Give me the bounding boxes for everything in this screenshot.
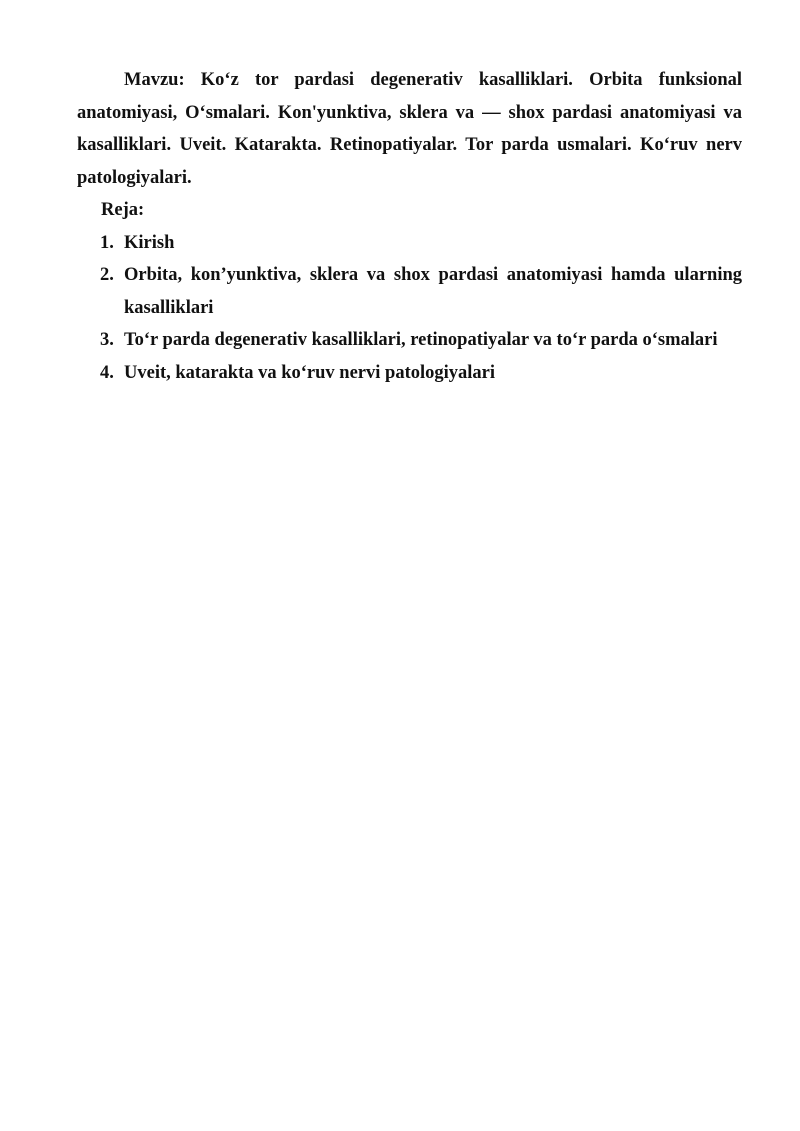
plan-item <box>77 324 742 357</box>
topic-paragraph: Mavzu: Ko‘z tor pardasi degenerativ kasalliklari. Orbita funksional anatomiyasi, O‘smalari. Kon'yunktiva, sklera va — shox pardasi anatomiyasi va kasalliklari. Uveit. Katarakta. Retinopatiyalar. Tor parda usmalari. Ko‘ruv nerv patologiyalari. <box>77 70 742 188</box>
plan-item-number: 3. <box>100 330 114 350</box>
plan-list <box>77 227 742 390</box>
plan-item-number: 4. <box>100 362 114 383</box>
plan-item-text: Uveit, katarakta va ko‘ruv nervi patologiyalari <box>124 362 496 383</box>
plan-item <box>77 357 742 390</box>
plan-item <box>77 227 742 260</box>
plan-heading: Reja: <box>101 200 145 220</box>
plan-item-text: To‘r parda degenerativ kasalliklari, retinopatiyalar va to‘r parda o‘smalari <box>124 330 718 350</box>
plan-item-text: Orbita, kon’yunktiva, sklera va shox pardasi anatomiyasi hamda ularning kasalliklari <box>124 265 742 318</box>
document-page <box>77 64 742 389</box>
plan-item-text: Kirish <box>124 232 175 253</box>
plan-item <box>77 259 742 324</box>
plan-item-number: 1. <box>100 232 114 253</box>
plan-item-number: 2. <box>100 265 114 285</box>
